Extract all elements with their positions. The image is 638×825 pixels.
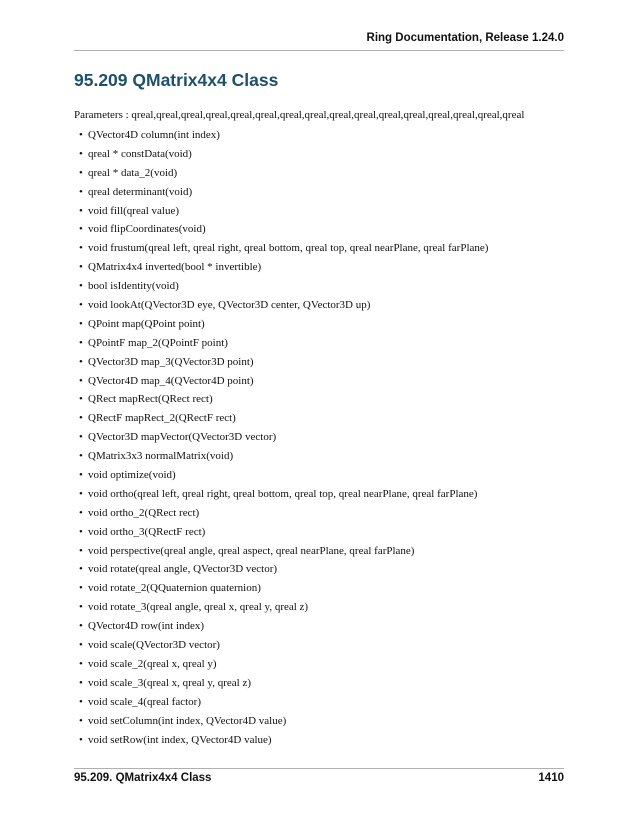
list-item [74,390,488,409]
method-signature: void fill(qreal value) [88,204,180,217]
bullet-icon: • [79,393,83,406]
list-item [74,617,488,636]
bullet-icon: • [79,563,83,576]
list-item [74,598,488,617]
list-item [74,239,488,258]
bullet-icon: • [79,695,83,708]
list-item [74,504,488,523]
list-item [74,428,488,447]
bullet-icon: • [79,147,83,160]
method-signature: qreal determinant(void) [88,185,193,198]
bullet-icon: • [79,431,83,444]
section-title: 95.209 QMatrix4x4 Class [74,70,279,90]
method-signature: QVector4D column(int index) [88,129,220,141]
list-item [74,353,488,372]
page-header-title: Ring Documentation, Release 1.24.0 [366,32,564,44]
list-item [74,447,488,466]
bullet-icon: • [79,639,83,652]
bullet-icon: • [79,620,83,633]
method-list [74,126,488,749]
method-signature: void scale_4(qreal factor) [88,695,201,708]
list-item [74,409,488,428]
bullet-icon: • [79,355,83,368]
bullet-icon: • [79,317,83,330]
list-item [74,277,488,296]
bullet-icon: • [79,469,83,482]
list-item [74,164,488,183]
method-signature: void scale_3(qreal x, qreal y, qreal z) [88,676,251,689]
footer-page-number: 1410 [538,772,564,784]
bullet-icon: • [79,525,83,538]
bullet-icon: • [79,185,83,198]
parameters-line: Parameters : qreal,qreal,qreal,qreal,qreal,qreal,qreal,qreal,qreal,qreal,qreal,qreal,qreal,qreal,qreal,qreal [74,109,525,121]
bullet-icon: • [79,412,83,425]
list-item [74,693,488,712]
method-signature: void perspective(qreal angle, qreal aspect, qreal nearPlane, qreal farPlane) [88,544,415,557]
list-item [74,126,488,145]
method-signature: QMatrix4x4 inverted(bool * invertible) [88,261,262,274]
bullet-icon: • [79,487,83,500]
method-signature: qreal * data_2(void) [88,166,178,179]
method-signature: QRectF mapRect_2(QRectF rect) [88,412,236,425]
method-signature: void ortho_3(QRectF rect) [88,525,206,538]
list-item [74,731,488,750]
list-item [74,560,488,579]
method-signature: void rotate_2(QQuaternion quaternion) [88,582,261,595]
footer-divider [74,768,564,769]
method-signature: void rotate_3(qreal angle, qreal x, qreal y, qreal z) [88,601,309,614]
list-item [74,712,488,731]
method-signature: void frustum(qreal left, qreal right, qreal bottom, qreal top, qreal nearPlane, qreal farPlane) [88,242,489,255]
method-signature: QPointF map_2(QPointF point) [88,336,228,349]
method-signature: void setRow(int index, QVector4D value) [88,733,272,746]
method-signature: QMatrix3x3 normalMatrix(void) [88,450,234,463]
method-signature: void optimize(void) [88,469,176,482]
method-signature: void scale_2(qreal x, qreal y) [88,657,217,670]
bullet-icon: • [79,601,83,614]
list-item [74,523,488,542]
method-signature: qreal * constData(void) [88,147,192,160]
bullet-icon: • [79,582,83,595]
bullet-icon: • [79,714,83,727]
bullet-icon: • [79,204,83,217]
header-divider [74,50,564,51]
list-item [74,636,488,655]
bullet-icon: • [79,506,83,519]
bullet-icon: • [79,657,83,670]
list-item [74,655,488,674]
bullet-icon: • [79,676,83,689]
list-item [74,220,488,239]
list-item [74,466,488,485]
method-signature: QPoint map(QPoint point) [88,317,205,330]
bullet-icon: • [79,336,83,349]
bullet-icon: • [79,261,83,274]
bullet-icon: • [79,299,83,312]
method-signature: void lookAt(QVector3D eye, QVector3D center, QVector3D up) [88,299,371,312]
list-item [74,296,488,315]
bullet-icon: • [79,733,83,746]
bullet-icon: • [79,544,83,557]
method-signature: QVector4D map_4(QVector4D point) [88,374,254,387]
bullet-icon: • [79,242,83,255]
bullet-icon: • [79,374,83,387]
method-signature: void setColumn(int index, QVector4D value) [88,714,287,727]
list-item [74,183,488,202]
list-item [74,542,488,561]
method-signature: void flipCoordinates(void) [88,223,206,236]
method-signature: void rotate(qreal angle, QVector3D vector) [88,563,278,576]
bullet-icon: • [79,223,83,236]
list-item [74,145,488,164]
method-signature: void scale(QVector3D vector) [88,639,220,652]
list-item [74,485,488,504]
footer-section-label: 95.209. QMatrix4x4 Class [74,772,212,784]
bullet-icon: • [79,129,83,141]
list-item [74,334,488,353]
list-item [74,258,488,277]
method-signature: bool isIdentity(void) [88,280,179,293]
method-signature: void ortho_2(QRect rect) [88,506,200,519]
method-signature: QVector4D row(int index) [88,620,205,633]
method-signature: QRect mapRect(QRect rect) [88,393,213,406]
list-item [74,202,488,221]
list-item [74,674,488,693]
method-signature: QVector3D mapVector(QVector3D vector) [88,431,277,444]
bullet-icon: • [79,450,83,463]
list-item [74,315,488,334]
method-signature: void ortho(qreal left, qreal right, qreal bottom, qreal top, qreal nearPlane, qreal farPlane) [88,487,478,500]
method-signature: QVector3D map_3(QVector3D point) [88,355,254,368]
bullet-icon: • [79,166,83,179]
list-item [74,579,488,598]
bullet-icon: • [79,280,83,293]
list-item [74,372,488,391]
